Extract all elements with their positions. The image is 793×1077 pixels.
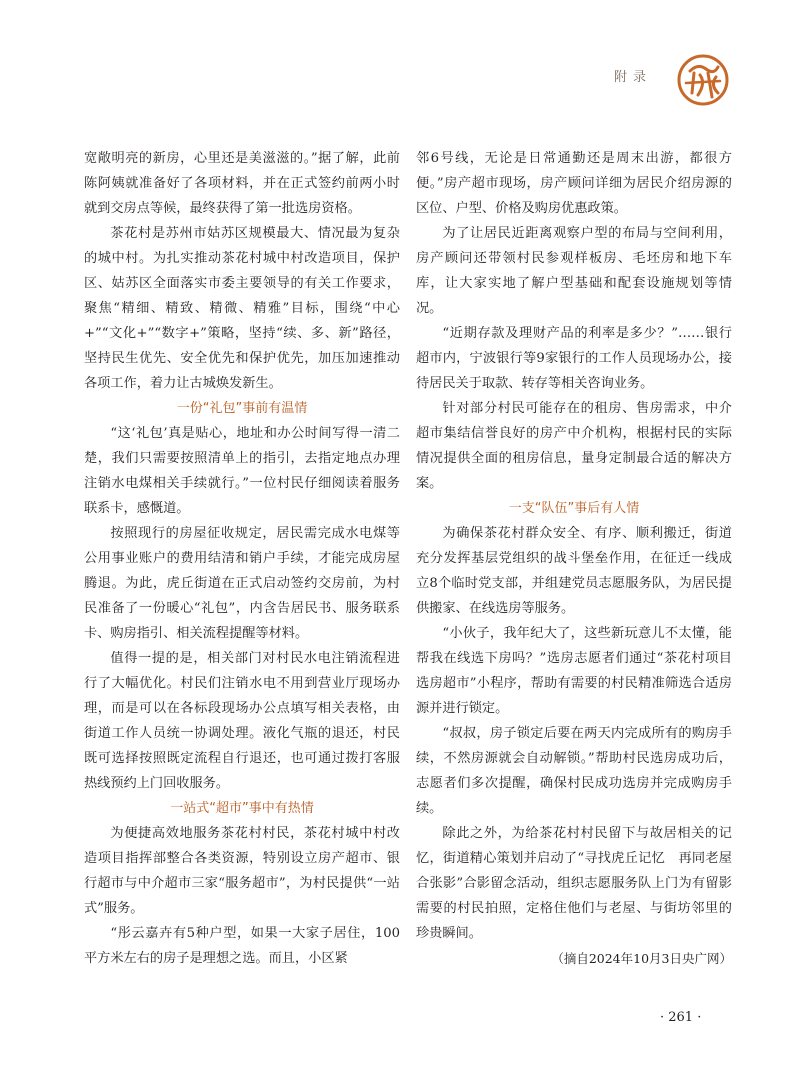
calligraphy-seal-icon [676, 53, 730, 107]
page-number: · 261 · [660, 1010, 702, 1025]
paragraph: 为便捷高效地服务茶花村村民，茶花村城中村改造项目指挥部整合各类资源，特别设立房产超市、银行超市与中介超市三家“服务超市”，为村民提供“一站式”服务。 [84, 826, 400, 916]
paragraph: 邻6号线，无论是日常通勤还是周末出游，都很方便。”房产超市现场，房产顾问详细为居民介绍房源的区位、户型、价格及购房优惠政策。 [416, 151, 732, 216]
paragraph: “叔叔，房子锁定后要在两天内完成所有的购房手续，不然房源就会自动解锁。”帮助村民选房成功后，志愿者们多次提醒，确保村民成功选房并完成购房手续。 [416, 726, 732, 816]
paragraph: 针对部分村民可能存在的租房、售房需求，中介超市集结信誉良好的房产中介机构，根据村民的实际情况提供全面的租房信息，量身定制最合适的解决方案。 [416, 401, 732, 491]
paragraph: “小伙子，我年纪大了，这些新玩意儿不太懂，能帮我在线选下房吗？”选房志愿者们通过“茶花村项目选房超市”小程序，帮助有需要的村民精准筛选合适房源并进行锁定。 [416, 626, 732, 716]
paragraph: “近期存款及理财产品的利率是多少？”……银行超市内，宁波银行等9家银行的工作人员现场办公，接待居民关于取款、转存等相关咨询业务。 [416, 326, 732, 391]
paragraph: 宽敞明亮的新房，心里还是美滋滋的。”据了解，此前陈阿姨就准备好了各项材料，并在正式签约前两小时就到交房点等候，最终获得了第一批选房资格。 [84, 151, 400, 216]
section-heading: 一站式“超市”事中有热情 [170, 801, 314, 816]
paragraph: 为确保茶花村群众安全、有序、顺利搬迁，街道充分发挥基层党组织的战斗堡垒作用，在征迁一线成立8个临时党支部，并组建党员志愿服务队，为居民提供搬家、在线选房等服务。 [416, 526, 732, 616]
paragraph: 茶花村是苏州市姑苏区规模最大、情况最为复杂的城中村。为扎实推动茶花村城中村改造项目，保护区、姑苏区全面落实市委主要领导的有关工作要求，聚焦“精细、精致、精微、精雅”目标，围绕“中心+”“文化+”“数字+”策略，坚持“续、多、新”路径，坚持民生优先、安全优先和保护优先，加压加速推动各项工作，着力让古城焕发新生。 [84, 226, 400, 391]
paragraph: 除此之外，为给茶花村村民留下与故居相关的记忆，街道精心策划并启动了“寻找虎丘记忆 再同老屋合张影”合影留念活动，组织志愿服务队上门为有留影需要的村民拍照，定格住他们与老屋、与街坊邻里的珍贵瞬间。 [416, 826, 732, 941]
section-heading: 一份“礼包”事前有温情 [176, 401, 308, 416]
paragraph: “这‘礼包’真是贴心，地址和办公时间写得一清二楚，我们只需要按照清单上的指引，去指定地点办理注销水电煤相关手续就行。”一位村民仔细阅读着服务联系卡，感慨道。 [84, 426, 400, 516]
paragraph: 按照现行的房屋征收规定，居民需完成水电煤等公用事业账户的费用结清和销户手续，才能完成房屋腾退。为此，虎丘街道在正式启动签约交房前，为村民准备了一份暖心“礼包”，内含告居民书、服务联系卡、购房指引、相关流程提醒等材料。 [84, 526, 400, 641]
right-column [416, 146, 732, 971]
section-label: 附录 [614, 70, 653, 85]
page-header [0, 0, 793, 110]
paragraph: 为了让居民近距离观察户型的布局与空间利用，房产顾问还带领村民参观样板房、毛坯房和地下车库，让大家实地了解户型基础和配套设施规划等情况。 [416, 226, 732, 316]
section-heading: 一支“队伍”事后有人情 [508, 501, 640, 516]
left-column [84, 146, 400, 971]
source-citation: （摘自2024年10月3日央广网） [551, 951, 732, 966]
paragraph: “彤云嘉卉有5种户型，如果一大家子居住，100平方米左右的房子是理想之选。而且，小区紧 [84, 926, 400, 966]
paragraph: 值得一提的是，相关部门对村民水电注销流程进行了大幅优化。村民们注销水电不用到营业厅现场办理，而是可以在各标段现场办公点填写相关表格，由街道工作人员统一协调处理。液化气瓶的退还，村民既可选择按照既定流程自行退还，也可通过拨打客服热线预约上门回收服务。 [84, 651, 400, 791]
